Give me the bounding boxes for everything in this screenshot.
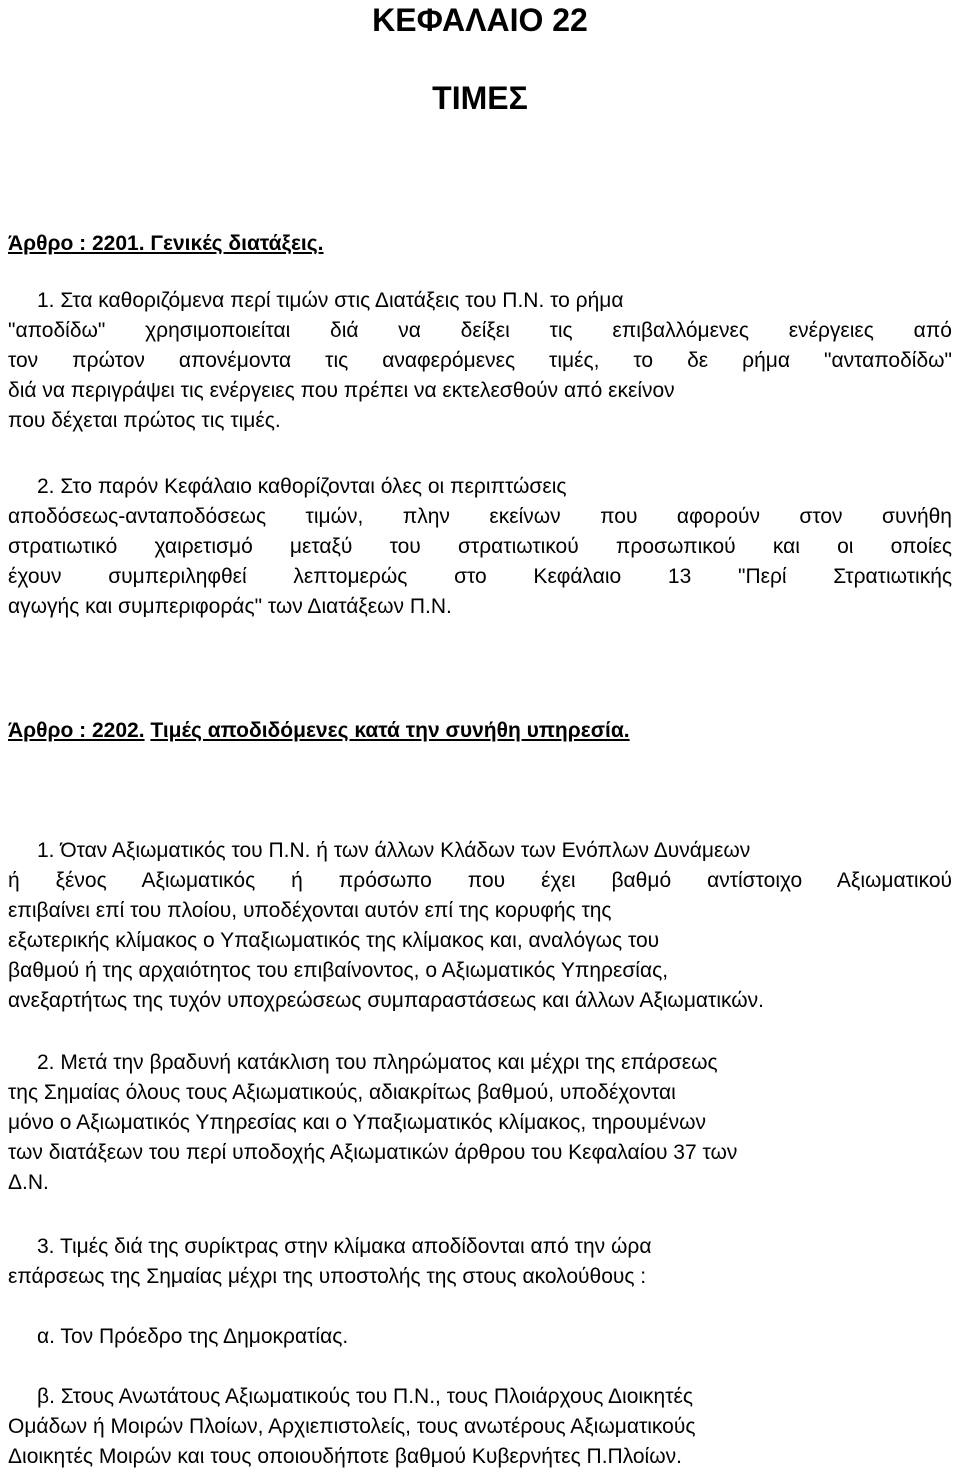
article-2201-p1-line-2: "αποδίδω" χρησιμοποιείται διά να δείξει τις επιβαλλόμενες ενέργειες από xyxy=(8,319,952,342)
article-2201-p2-line-4: έχουν συμπεριληφθεί λεπτομερώς στο Κεφάλαιο 13 "Περί Στρατιωτικής xyxy=(8,565,952,588)
article-2202-p2-line-5: Δ.Ν. xyxy=(8,1171,49,1194)
article-2202-heading-title: Τιμές αποδιδόμενες κατά την συνήθη υπηρεσία. xyxy=(150,719,630,742)
article-2202-heading xyxy=(8,716,630,746)
article-2201-p2-line-3: στρατιωτικό χαιρετισμό μεταξύ του στρατιωτικού προσωπικού και οι οποίες xyxy=(8,535,952,558)
article-2202-p2-line-3: μόνο ο Αξιωματικός Υπηρεσίας και ο Υπαξιωματικός κλίμακος, τηρουμένων xyxy=(8,1111,706,1134)
article-2202-p1-line-1: 1. Όταν Αξιωματικός του Π.Ν. ή των άλλων Κλάδων των Ενόπλων Δυνάμεων xyxy=(37,839,751,862)
article-2202-p1-line-5: βαθμού ή της αρχαιότητος του επιβαίνοντος, ο Αξιωματικός Υπηρεσίας, xyxy=(8,959,669,982)
article-2202-p3-line-1: 3. Τιμές διά της συρίκτρας στην κλίμακα αποδίδονται από την ώρα xyxy=(37,1235,652,1258)
article-2201-p1-line-1: 1. Στα καθοριζόμενα περί τιμών στις Διατάξεις του Π.Ν. το ρήμα xyxy=(37,289,624,312)
article-2201-p2-line-5: αγωγής και συμπεριφοράς" των Διατάξεων Π.Ν. xyxy=(8,595,452,618)
article-2201-p1-line-4: διά να περιγράψει τις ενέργειες που πρέπει να εκτελεσθούν από εκείνον xyxy=(8,379,675,402)
article-2201-p2-line-1: 2. Στο παρόν Κεφάλαιο καθορίζονται όλες οι περιπτώσεις xyxy=(37,475,567,498)
article-2202-p2-line-4: των διατάξεων του περί υποδοχής Αξιωματικών άρθρου του Κεφαλαίου 37 των xyxy=(8,1141,738,1164)
article-2202-item-b-line-2: Ομάδων ή Μοιρών Πλοίων, Αρχιεπιστολείς, τους ανωτέρους Αξιωματικούς xyxy=(8,1415,696,1438)
article-2202-p1-line-2: ή ξένος Αξιωματικός ή πρόσωπο που έχει βαθμό αντίστοιχο Αξιωματικού xyxy=(8,869,952,892)
article-2201-heading xyxy=(8,229,324,259)
article-2202-p3-line-2: επάρσεως της Σημαίας μέχρι της υποστολής της στους ακολούθους : xyxy=(8,1265,647,1288)
article-2202-p2-line-1: 2. Μετά την βραδυνή κατάκλιση του πληρώματος και μέχρι της επάρσεως xyxy=(37,1051,718,1074)
article-2201-p2-line-2: αποδόσεως-ανταποδόσεως τιμών, πλην εκείνων που αφορούν στον συνήθη xyxy=(8,505,952,528)
article-2201-p1-line-5: που δέχεται πρώτος τις τιμές. xyxy=(8,409,281,432)
article-2202-item-b-line-1: β. Στους Ανωτάτους Αξιωματικούς του Π.Ν., τους Πλοιάρχους Διοικητές xyxy=(37,1385,694,1408)
article-2202-p1-line-3: επιβαίνει επί του πλοίου, υποδέχονται αυτόν επί της κορυφής της xyxy=(8,899,612,922)
article-2202-item-a: α. Τον Πρόεδρο της Δημοκρατίας. xyxy=(37,1325,349,1348)
article-2201-heading-text: Άρθρο : 2201. Γενικές διατάξεις. xyxy=(8,232,324,255)
article-2202-p2-line-2: της Σημαίας όλους τους Αξιωματικούς, αδιακρίτως βαθμού, υποδέχονται xyxy=(8,1081,676,1104)
chapter-title: ΚΕΦΑΛΑΙΟ 22 xyxy=(372,2,588,38)
article-2201-p1-line-3: τον πρώτον απονέμοντα τις αναφερόμενες τιμές, το δε ρήμα "ανταποδίδω" xyxy=(8,349,952,372)
chapter-subtitle: ΤΙΜΕΣ xyxy=(432,80,528,116)
article-2202-item-b-line-3: Διοικητές Μοιρών και τους οποιουδήποτε βαθμού Κυβερνήτες Π.Πλοίων. xyxy=(8,1445,682,1468)
article-2202-p1-line-6: ανεξαρτήτως της τυχόν υποχρεώσεως συμπαραστάσεως και άλλων Αξιωματικών. xyxy=(8,989,764,1012)
article-2202-heading-prefix: Άρθρο : 2202. xyxy=(8,719,145,742)
article-2202-p1-line-4: εξωτερικής κλίμακος ο Υπαξιωματικός της κλίμακος και, αναλόγως του xyxy=(8,929,660,952)
